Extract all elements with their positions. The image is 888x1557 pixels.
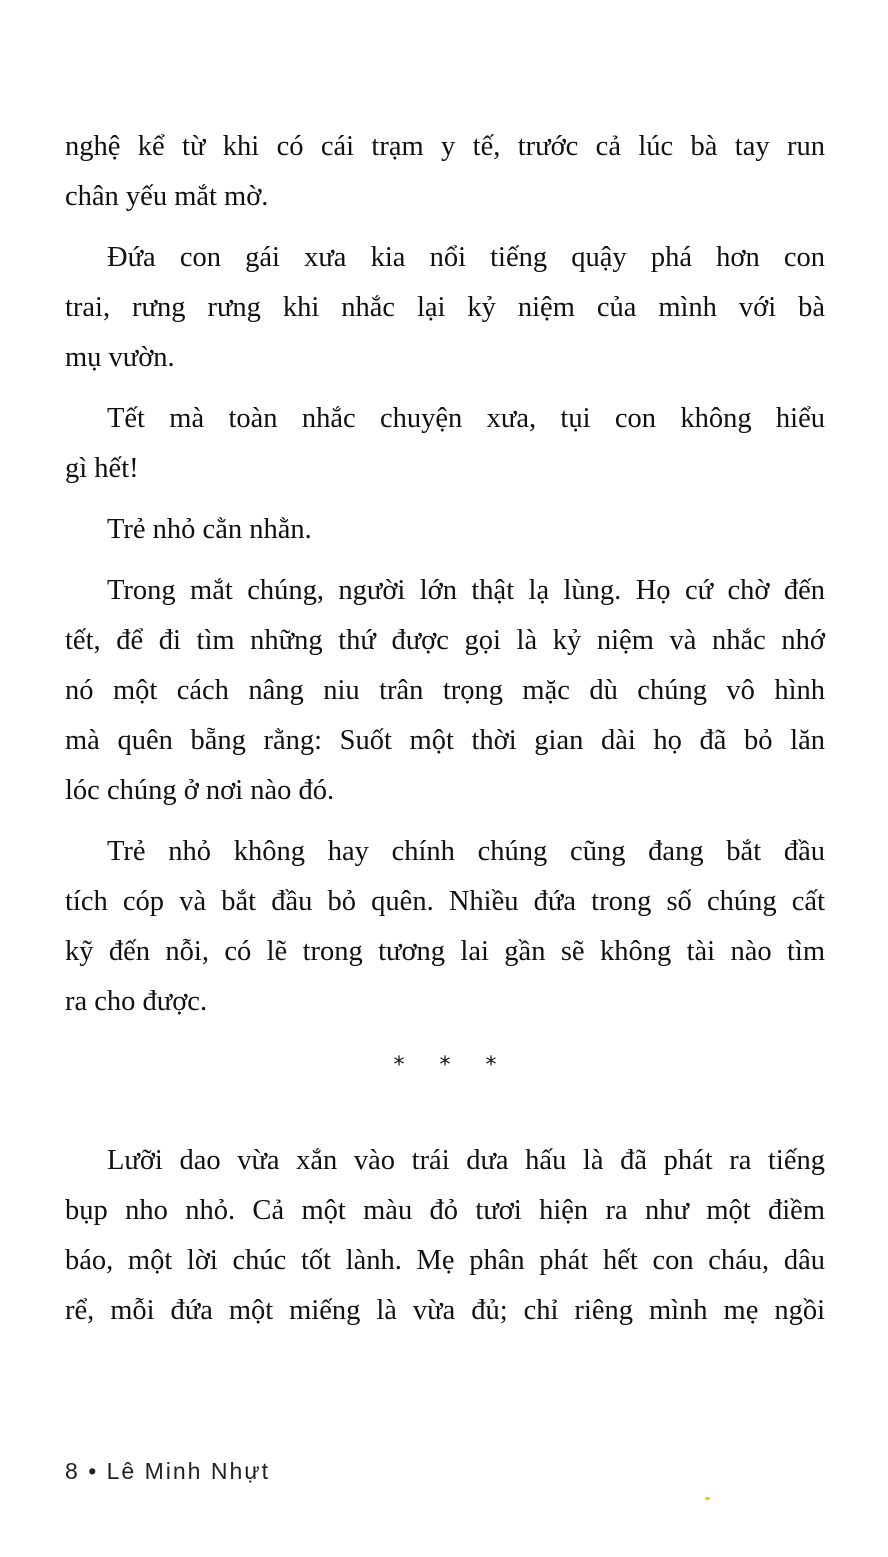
text-line: tích cóp và bắt đầu bỏ quên. Nhiều đứa trong số chúng cất (65, 886, 825, 917)
paragraph (65, 394, 825, 494)
author-name: Lê Minh Nhựt (106, 1458, 271, 1484)
text-line: Lưỡi dao vừa xắn vào trái dưa hấu là đã phát ra tiếng (107, 1145, 825, 1176)
text-line: Trẻ nhỏ cằn nhằn. (107, 514, 312, 545)
text-line: tết, để đi tìm những thứ được gọi là kỷ niệm và nhắc nhớ (65, 625, 825, 656)
footer-separator: • (88, 1458, 99, 1484)
paragraphs-after-break (65, 1136, 825, 1336)
paragraph (65, 1136, 825, 1336)
paragraph (65, 122, 825, 222)
scan-speck (705, 1497, 710, 1500)
text-line: báo, một lời chúc tốt lành. Mẹ phân phát hết con cháu, dâu (65, 1245, 825, 1276)
paragraph (65, 566, 825, 816)
text-line: nghệ kể từ khi có cái trạm y tế, trước cả lúc bà tay run (65, 131, 825, 162)
text-line: Trẻ nhỏ không hay chính chúng cũng đang bắt đầu (107, 836, 825, 867)
paragraph (65, 505, 825, 555)
text-line: mụ vườn. (65, 342, 175, 373)
section-break: * * * (393, 1053, 511, 1078)
text-line: kỹ đến nỗi, có lẽ trong tương lai gần sẽ không tài nào tìm (65, 936, 825, 967)
page-number: 8 (65, 1458, 80, 1484)
body-text (65, 122, 825, 1347)
text-line: nó một cách nâng niu trân trọng mặc dù chúng vô hình (65, 675, 825, 706)
paragraph (65, 827, 825, 1027)
paragraphs-before-break (65, 122, 825, 1027)
text-line: Tết mà toàn nhắc chuyện xưa, tụi con không hiểu (107, 403, 825, 434)
text-line: Trong mắt chúng, người lớn thật lạ lùng. Họ cứ chờ đến (107, 575, 825, 606)
text-line: trai, rưng rưng khi nhắc lại kỷ niệm của mình với bà (65, 292, 825, 323)
text-line: gì hết! (65, 453, 139, 484)
text-line: bụp nho nhỏ. Cả một màu đỏ tươi hiện ra như một điềm (65, 1195, 825, 1226)
text-line: Đứa con gái xưa kia nổi tiếng quậy phá hơn con (107, 242, 825, 273)
text-line: chân yếu mắt mờ. (65, 181, 269, 212)
text-line: rể, mỗi đứa một miếng là vừa đủ; chỉ riêng mình mẹ ngồi (65, 1295, 825, 1326)
text-line: mà quên bẵng rằng: Suốt một thời gian dài họ đã bỏ lăn (65, 725, 825, 756)
text-line: lóc chúng ở nơi nào đó. (65, 775, 335, 806)
text-line: ra cho được. (65, 986, 208, 1017)
paragraph (65, 233, 825, 383)
page-footer (65, 1458, 270, 1485)
